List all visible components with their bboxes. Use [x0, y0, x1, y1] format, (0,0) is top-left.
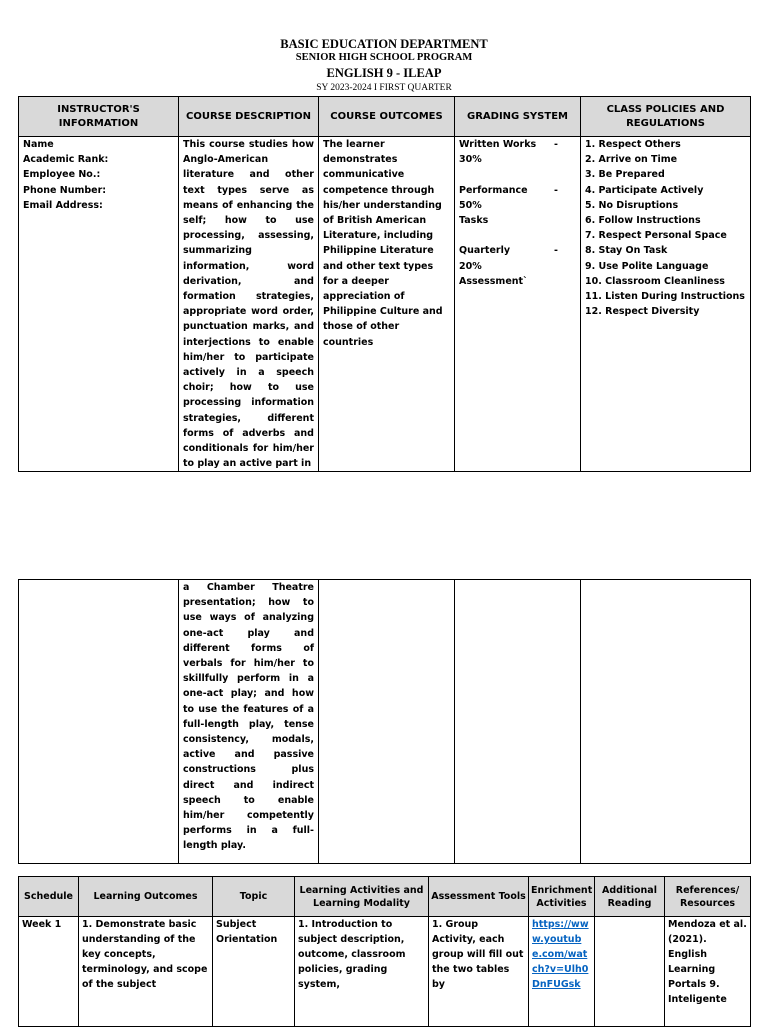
activity-cell: 1. Introduction to subject description, outcome, classroom policies, grading system, — [295, 917, 429, 1027]
enrichment-header: Enrichment Activities — [529, 877, 595, 917]
grading-cell-continued — [455, 580, 581, 864]
instructor-email-field: Email Address: — [23, 199, 103, 211]
program-title: SENIOR HIGH SCHOOL PROGRAM — [295, 52, 473, 63]
grading-quarterly: Quarterly - — [459, 245, 558, 257]
instructor-header: INSTRUCTOR'S INFORMATION — [19, 97, 179, 137]
learning-activities-header: Learning Activities and Learning Modality — [295, 877, 429, 917]
grading-performance: Performance - — [459, 184, 558, 196]
policy-item: 5. No Disruptions — [585, 199, 679, 211]
grading-cell: Written Works - 30% Performance - 50% Tasks Quarterly - 20% Assessment` — [455, 137, 581, 472]
schedule-cell: Week 1 — [19, 917, 79, 1027]
outcomes-header: COURSE OUTCOMES — [319, 97, 455, 137]
policies-header: CLASS POLICIES AND REGULATIONS — [581, 97, 751, 137]
policy-item: 10. Classroom Cleanliness — [585, 275, 725, 287]
policy-item: 7. Respect Personal Space — [585, 230, 727, 242]
description-header: COURSE DESCRIPTION — [179, 97, 319, 137]
instructor-rank-field: Academic Rank: — [23, 154, 109, 166]
policies-cell-continued — [581, 580, 751, 864]
topic-header: Topic — [213, 877, 295, 917]
instructor-employee-field: Employee No.: — [23, 169, 101, 181]
reading-cell — [595, 917, 665, 1027]
grading-header: GRADING SYSTEM — [455, 97, 581, 137]
syllabus-table-continued — [18, 579, 751, 864]
description-cell: This course studies how Anglo-American literature and other text types serve as means of enhancing the self; how to use processing, assessing, summarizing information, word derivation, and formation strategies, appropriate word order, punctuation marks, and interjections to enable him/her to participate actively in a speech choir; how to use processing information strategies, different forms of adverbs and conditionals for him/her to play an active part in — [179, 137, 319, 472]
description-cell-continued: a Chamber Theatre presentation; how to use ways of analyzing one-act play and different forms of verbals for him/her to skillfully perform in a one-act play; and how to use the features of a full-length play, tense consistency, modals, active and passive constructions plus direct and indirect speech to enable him/her competently performs in a full-length play. — [179, 580, 319, 864]
policy-item: 9. Use Polite Language — [585, 260, 709, 272]
policy-item: 12. Respect Diversity — [585, 306, 700, 318]
schedule-header: Schedule — [19, 877, 79, 917]
course-title: ENGLISH 9 - ILEAP — [326, 66, 442, 80]
policy-item: 11. Listen During Instructions — [585, 291, 745, 303]
learning-outcomes-header: Learning Outcomes — [79, 877, 213, 917]
enrichment-link[interactable]: https://www.youtube.com/watch?v=Ulh0DnFUGsk — [532, 919, 589, 990]
topic-cell: Subject Orientation — [213, 917, 295, 1027]
references-header: References/ Resources — [665, 877, 751, 917]
schedule-table — [18, 876, 751, 1027]
instructor-phone-field: Phone Number: — [23, 184, 107, 196]
instructor-name-field: Name — [23, 139, 54, 150]
policy-item: 3. Be Prepared — [585, 169, 665, 181]
references-cell: Mendoza et al. (2021). English Learning Portals 9. Inteligente — [665, 917, 751, 1027]
department-title: BASIC EDUCATION DEPARTMENT — [280, 37, 488, 51]
instructor-cell-continued — [19, 580, 179, 864]
assessment-cell: 1. Group Activity, each group will fill out the two tables by — [429, 917, 529, 1027]
learning-outcome-cell: 1. Demonstrate basic understanding of the key concepts, terminology, and scope of the subject — [79, 917, 213, 1027]
policy-item: 6. Follow Instructions — [585, 215, 701, 227]
grading-written-works: Written Works - — [459, 139, 558, 150]
policy-item: 8. Stay On Task — [585, 245, 668, 257]
additional-reading-header: Additional Reading — [595, 877, 665, 917]
outcomes-cell-continued — [319, 580, 455, 864]
policy-item: 1. Respect Others — [585, 139, 681, 150]
policy-item: 4. Participate Actively — [585, 184, 704, 196]
policies-cell — [581, 137, 751, 472]
policy-item: 2. Arrive on Time — [585, 154, 678, 166]
enrichment-cell — [529, 917, 595, 1027]
instructor-cell — [19, 137, 179, 472]
syllabus-table — [18, 96, 751, 472]
term-label: SY 2023-2024 I FIRST QUARTER — [316, 83, 452, 93]
assessment-tools-header: Assessment Tools — [429, 877, 529, 917]
outcomes-cell: The learner demonstrates communicative competence through his/her understanding of British American Literature, including Philippine Literature and other text types for a deeper appreciation of Philippine Culture and those of other countries — [319, 137, 455, 472]
table-row — [19, 917, 751, 1027]
